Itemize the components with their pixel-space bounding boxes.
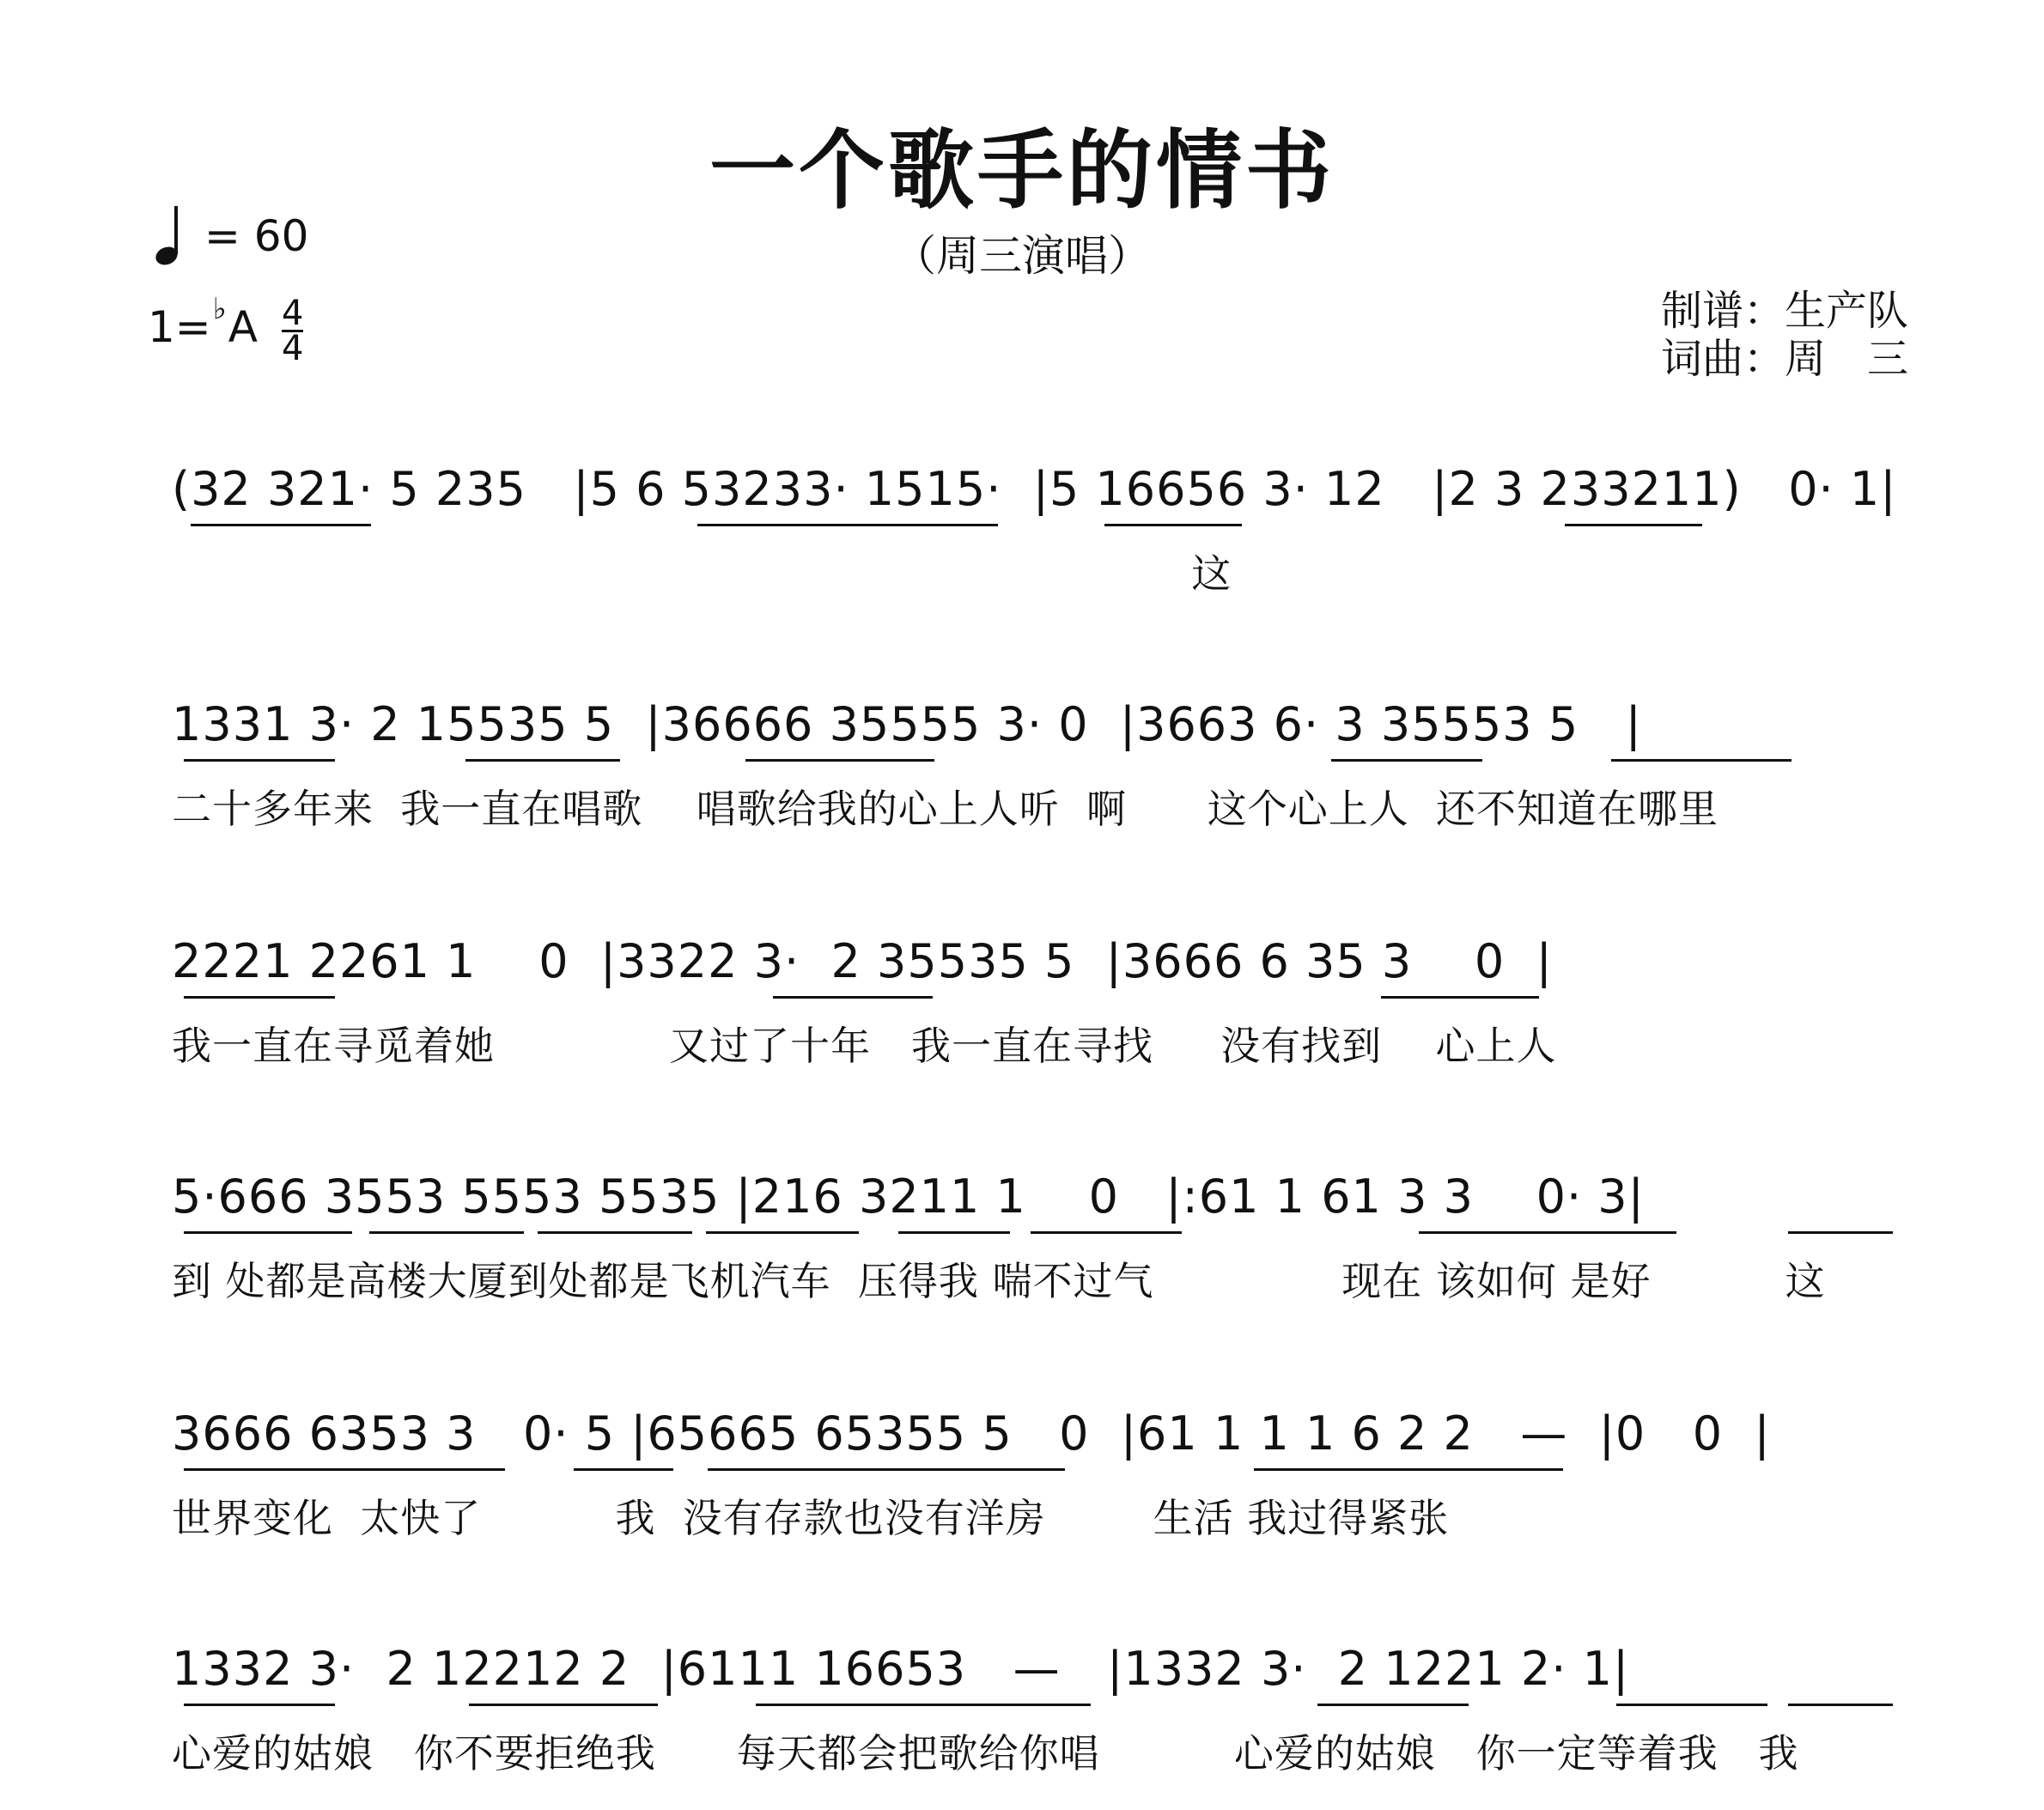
underline	[1254, 1468, 1563, 1471]
key-flat: ♭	[212, 292, 227, 326]
notes-line: 5·666 3553 5553 5535 |216 3211 1 0 |:61 1 61 3 3 0· 3|	[172, 1169, 1645, 1224]
key-prefix: 1=	[148, 302, 211, 352]
lyrics-line: 到 处都是高楼大厦到处都是飞机汽车 压得我 喘不过气 现在 该如何 是好 这	[172, 1258, 1826, 1304]
time-signature	[281, 294, 304, 368]
lyrics-line: 心爱的姑娘 你不要拒绝我 每天都会把歌给你唱 心爱的姑娘 你一定等着我 我	[172, 1730, 1799, 1777]
notes-line: (32 321· 5 235 |5 6 53233· 1515· |5 16656 3· 12 |2 3 233211) 0· 1|	[172, 462, 1897, 516]
underline	[1616, 1704, 1767, 1706]
time-signature-top: 4	[281, 294, 304, 333]
underline	[1565, 524, 1702, 526]
underline	[369, 1231, 524, 1234]
underline	[1788, 1704, 1893, 1706]
lyrics-line: 世界变化 太快了 我 没有存款也没有洋房 生活 我过得紧张	[172, 1495, 1450, 1541]
underline	[574, 1468, 673, 1471]
underline	[756, 1704, 1091, 1706]
underline	[1031, 1231, 1182, 1234]
underline	[184, 996, 335, 999]
underline	[469, 1704, 658, 1706]
underline	[1331, 759, 1482, 762]
lyrics-line: 这	[172, 550, 1232, 597]
credit-arranger: 制谱：生产队	[1660, 287, 1908, 335]
key-note: A	[228, 302, 258, 352]
underline	[1381, 996, 1539, 999]
quarter-note-icon	[153, 204, 182, 268]
underline	[538, 1231, 692, 1234]
underline	[1419, 1231, 1676, 1234]
underline	[184, 1704, 335, 1706]
notes-line: 1331 3· 2 15535 5 |36666 35555 3· 0 |3663 6· 3 35553 5 |	[172, 697, 1642, 751]
underline	[745, 759, 934, 762]
underline	[184, 1468, 505, 1471]
underline	[706, 1231, 859, 1234]
underline	[1788, 1231, 1893, 1234]
time-signature-bottom: 4	[281, 329, 304, 368]
underline	[465, 759, 620, 762]
underline	[708, 1468, 1065, 1471]
notes-line: 1332 3· 2 12212 2 |6111 16653 — |1332 3· 2 1221 2· 1|	[172, 1642, 1630, 1696]
song-subtitle: （周三演唱）	[893, 231, 1151, 281]
key-signature	[148, 292, 304, 368]
underline	[1317, 1704, 1469, 1706]
notes-line: 3666 6353 3 0· 5 |65665 65355 5 0 |61 1 1 1 6 2 2 — |0 0 |	[172, 1406, 1771, 1461]
lyrics-line: 二十多年来 我一直在唱歌 唱歌给我的心上人听 啊 这个心上人 还不知道在哪里	[172, 786, 1719, 832]
underline	[184, 1231, 352, 1234]
underline	[191, 524, 371, 526]
notes-line: 2221 2261 1 0 |3322 3· 2 35535 5 |3666 6 35 3 0 |	[172, 934, 1553, 988]
underline	[1104, 524, 1242, 526]
tempo-marking	[153, 204, 308, 268]
underline	[1611, 759, 1792, 762]
underline	[697, 524, 998, 526]
lyrics-line: 我一直在寻觅着她 又过了十年 我一直在寻找 没有找到 心上人	[172, 1023, 1557, 1069]
credits	[1661, 287, 1908, 383]
song-title: 一个歌手的情书	[709, 120, 1335, 221]
underline	[184, 759, 335, 762]
credit-lyrics-music: 词曲：周 三	[1660, 335, 1908, 383]
underline	[898, 1231, 1010, 1234]
underline	[773, 996, 933, 999]
tempo-value: = 60	[204, 211, 309, 261]
